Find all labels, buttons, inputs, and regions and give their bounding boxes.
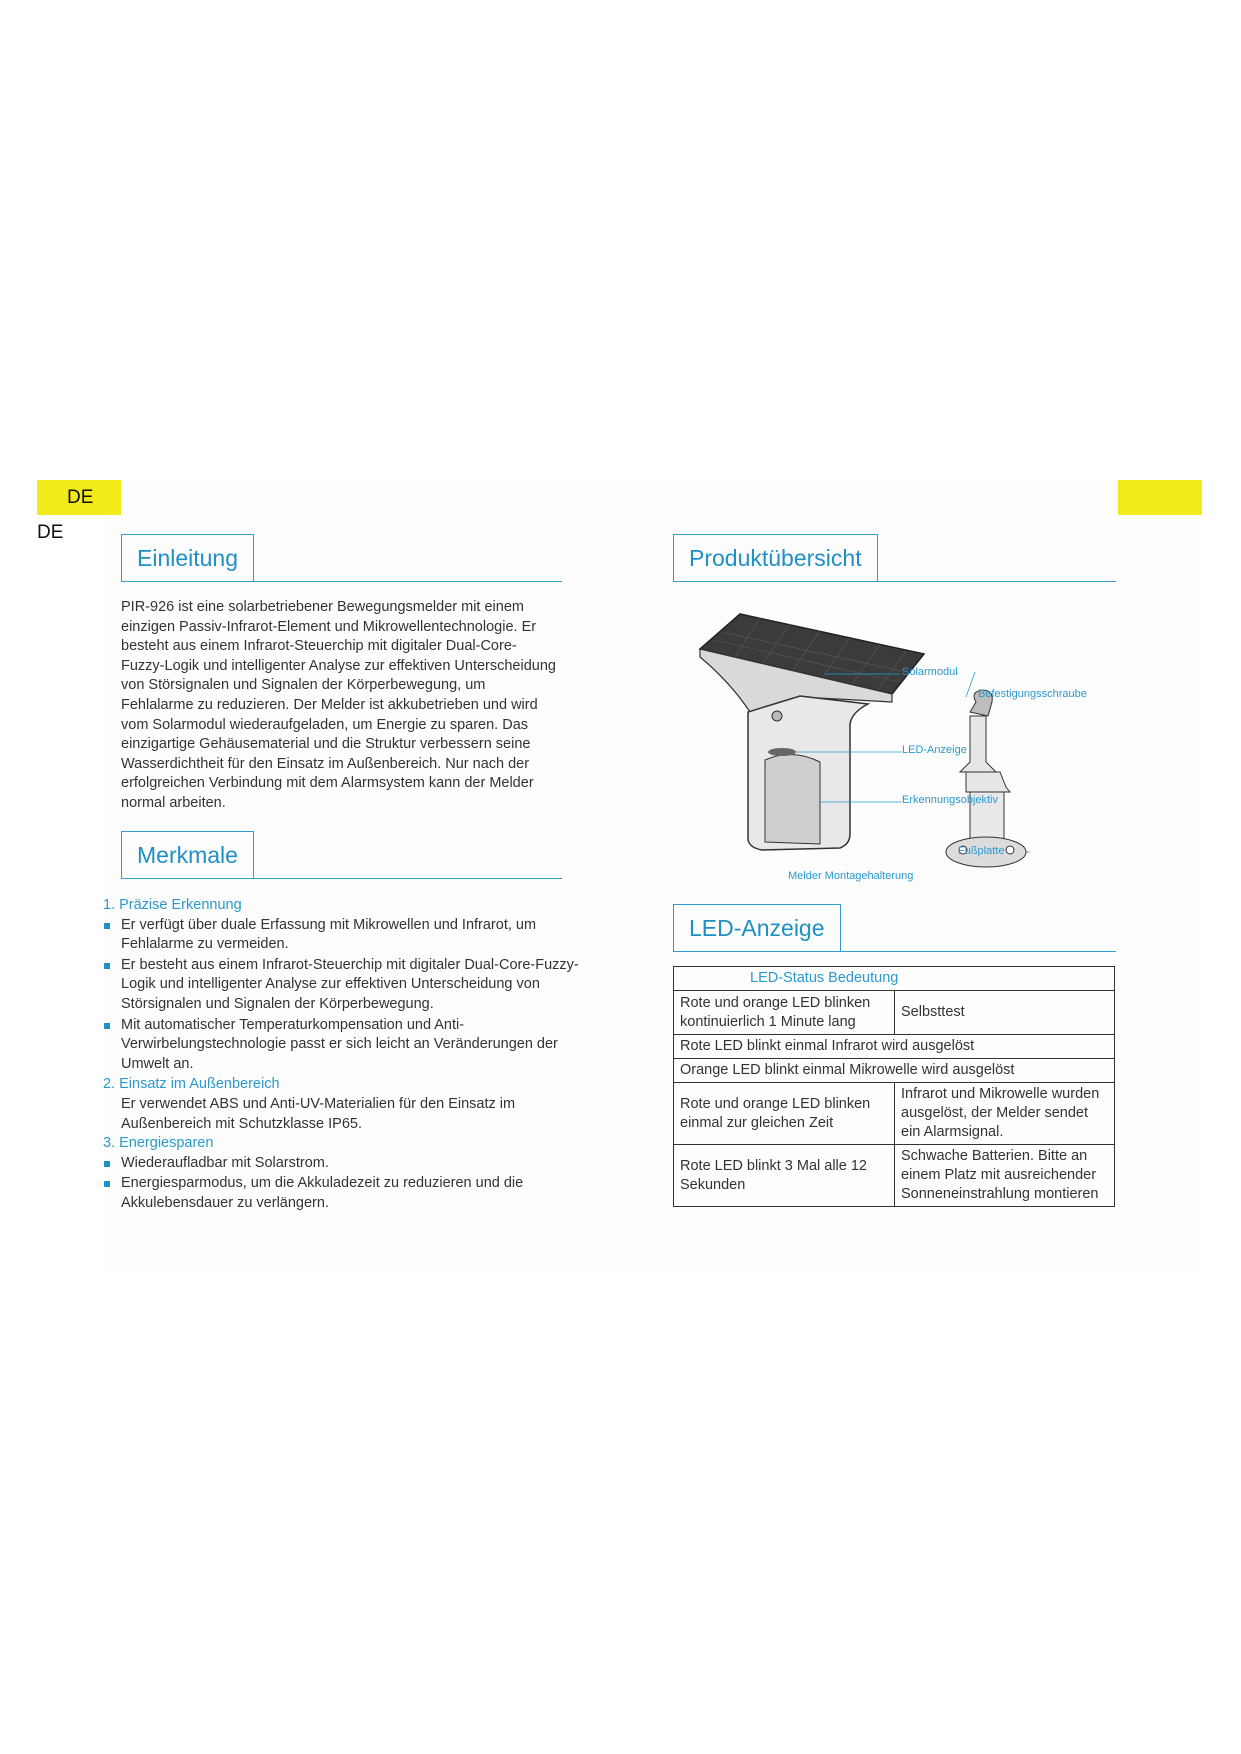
intro-line: Fuzzy-Logik und intelligenter Analyse zur effektiven Unterscheidung [121, 657, 556, 674]
section-precision: 1. Präzise Erkennung [103, 897, 242, 913]
bullet-icon [104, 1181, 110, 1187]
intro-line: einzigen Passiv-Infrarot-Element und Mikrowellentechnologie. Er [121, 618, 537, 635]
product-rule [673, 581, 1116, 583]
section-outdoor: 2. Einsatz im Außenbereich [103, 1076, 280, 1093]
intro-line: PIR-926 ist eine solarbetriebener Bewegungsmelder mit einem [121, 599, 524, 615]
table-cell: Selbsttest [895, 991, 1115, 1035]
intro-title: Einleitung [121, 534, 254, 581]
table-cell: Rote LED blinkt einmal Infrarot wird ausgelöst [674, 1035, 1115, 1059]
table-row [674, 1145, 1115, 1207]
intro-heading [121, 534, 562, 580]
led-heading [673, 904, 1116, 950]
language-tag-right [1118, 480, 1202, 515]
table-cell: Infrarot und Mikrowelle wurden ausgelöst, der Melder sendet ein Alarmsignal. [895, 1083, 1115, 1145]
mounting-bracket-icon [946, 690, 1026, 867]
intro-line: einzigartige Gehäusematerial und die Struktur verbessern seine [121, 736, 531, 753]
outdoor-text: Er verwendet ABS und Anti-UV-Materialien für den Einsatz im Außenbereich mit Schutzklasse IP65. [121, 1095, 516, 1132]
list-item-text: Energiesparmodus, um die Akkuladezeit zu reduzieren und die Akkulebensdauer zu verlängern. [121, 1175, 524, 1211]
product-heading [673, 534, 1116, 580]
features-title: Merkmale [121, 831, 254, 878]
list-item-text: Er verfügt über duale Erfassung mit Mikrowellen und Infrarot, um Fehlalarme zu vermeiden. [121, 916, 537, 953]
bullet-icon [104, 1023, 110, 1029]
table-row [674, 1059, 1115, 1083]
label-screw: Befestigungsschraube [978, 688, 1087, 700]
table-cell: Schwache Batterien. Bitte an einem Platz mit ausreichender Sonneneinstrahlung montieren [895, 1145, 1115, 1207]
language-tag-left: DE DE [37, 480, 121, 515]
table-cell: Rote und orange LED blinken kontinuierlich 1 Minute lang [674, 991, 895, 1035]
list-item-text: Er besteht aus einem Infrarot-Steuerchip mit digitaler Dual-Core-Fuzzy-Logik und intelligenter Analyse zur effektiven Unterscheidung von Störsignalen und Signalen der Körperbewegung. [121, 956, 579, 1012]
table-cell: Rote und orange LED blinken einmal zur gleichen Zeit [674, 1083, 895, 1145]
features-rule [121, 878, 562, 880]
table-cell: Orange LED blinkt einmal Mikrowelle wird ausgelöst [674, 1059, 1115, 1083]
bullet-icon [104, 963, 110, 969]
intro-line: von Störsignalen und Signalen der Körperbewegung, um [121, 677, 486, 694]
label-bracket: Melder Montagehalterung [788, 870, 914, 882]
table-header: LED-Status Bedeutung [674, 967, 1115, 991]
table-row [674, 1083, 1115, 1145]
bullet-icon [104, 923, 110, 929]
list-item [100, 1154, 580, 1174]
detection-lens-icon [765, 754, 820, 844]
list-item [100, 916, 580, 955]
section-energy: 3. Energiesparen [103, 1135, 214, 1152]
intro-line: Wasserdichtheit für den Einsatz im Außenbereich. Nur nach der [121, 755, 530, 772]
list-item [100, 1016, 580, 1075]
table-row [674, 1035, 1115, 1059]
product-title: Produktübersicht [673, 534, 878, 581]
features-heading [121, 831, 562, 877]
product-diagram [670, 612, 1130, 902]
intro-line: normal arbeiten. [121, 794, 226, 811]
table-row [674, 991, 1115, 1035]
intro-line: Fehlalarme zu reduzieren. Der Melder ist akkubetrieben und wird [121, 696, 538, 713]
list-item [100, 1174, 580, 1213]
led-title: LED-Anzeige [673, 904, 841, 951]
led-indicator-icon [768, 748, 796, 756]
led-table [673, 966, 1115, 1207]
table-cell: Rote LED blinkt 3 Mal alle 12 Sekunden [674, 1145, 895, 1207]
intro-line: besteht aus einem Infrarot-Steuerchip mit digitaler Dual-Core- [121, 638, 517, 655]
label-lens: Erkennungsobjektiv [902, 794, 999, 806]
label-led: LED-Anzeige [902, 744, 967, 756]
intro-line: vom Solarmodul wiederaufgeladen, um Energie zu sparen. Das [121, 716, 529, 733]
list-item [100, 956, 580, 1015]
led-rule [673, 951, 1116, 953]
features-list [100, 896, 580, 1215]
intro-paragraph [121, 598, 571, 814]
list-item-text: Mit automatischer Temperaturkompensation und Anti-Verwirbelungstechnologie passt er sich leicht an Veränderungen der Umwelt an. [121, 1016, 558, 1072]
intro-rule [121, 581, 562, 583]
bullet-icon [104, 1161, 110, 1167]
table-row [674, 967, 1115, 991]
detector-illustration [670, 612, 1130, 902]
label-foot: Fußplatte [958, 845, 1005, 857]
intro-line: erfolgreichen Verbindung mit dem Alarmsystem kann der Melder [121, 775, 534, 792]
label-solar: Solarmodul [902, 666, 958, 678]
list-item-text: Wiederaufladbar mit Solarstrom. [121, 1154, 329, 1171]
